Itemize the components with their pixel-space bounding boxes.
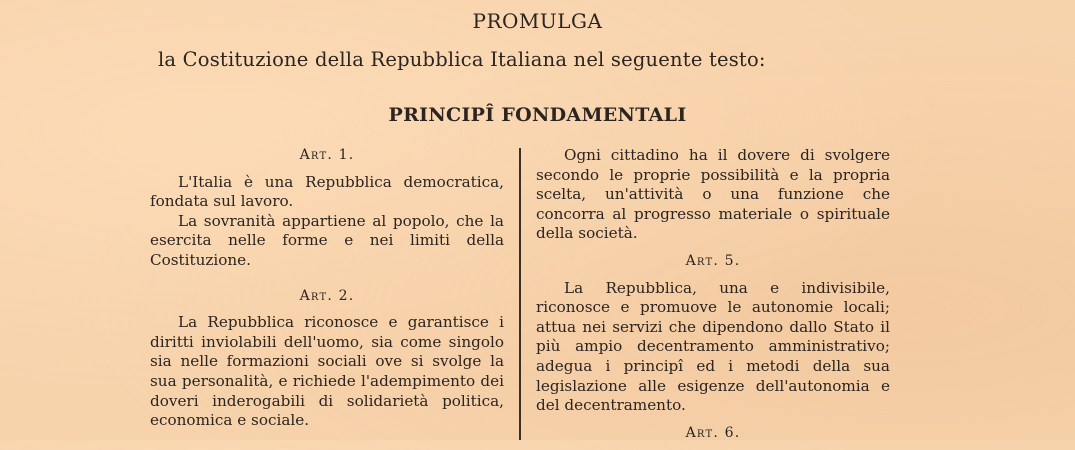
article-1-paragraph-1: L'Italia è una Repubblica democratica, fondata sul lavoro. — [150, 172, 504, 211]
spacer — [150, 271, 504, 287]
subtitle-text: la Costituzione della Repubblica Italiana nel seguente testo: — [158, 48, 766, 71]
column-divider — [519, 148, 521, 440]
promulga-heading: PROMULGA — [472, 9, 603, 33]
article-6-heading: Art. 6. — [685, 424, 741, 441]
left-column — [150, 146, 504, 431]
article-1-paragraph-2: La sovranità appartiene al popolo, che la esercita nelle forme e nei limiti della Costituzione. — [150, 211, 504, 269]
article-5-paragraph-1: La Repubblica, una e indivisibile, riconosce e promuove le autonomie locali; attua nei servizi che dipendono dallo Stato il più ampio decentramento amministrativo; adegua i principî ed i metodi della sua legislazione alle esigenze dell'autonomia e del decentramento. — [536, 278, 890, 415]
article-1-heading: Art. 1. — [299, 147, 355, 163]
article-5-heading: Art. 5. — [685, 252, 741, 269]
section-title: PRINCIPÎ FONDAMENTALI — [388, 104, 687, 126]
article-2-paragraph-1: La Repubblica riconosce e garantisce i diritti inviolabili dell'uomo, sia come singolo sia nelle formazioni sociali ove si svolge la sua personalità, e richiede l'adempimento dei doveri inderogabili di solidarietà politica, economica e sociale. — [150, 313, 504, 430]
right-column — [536, 146, 890, 450]
spacer — [536, 244, 890, 252]
article-4-continuation: Ogni cittadino ha il dovere di svolgere secondo le proprie possibilità e la propria scelta, un'attività o una funzione che concorra al progresso materiale o spirituale della società. — [536, 146, 890, 243]
article-2-heading: Art. 2. — [299, 287, 355, 304]
spacer — [536, 416, 890, 424]
